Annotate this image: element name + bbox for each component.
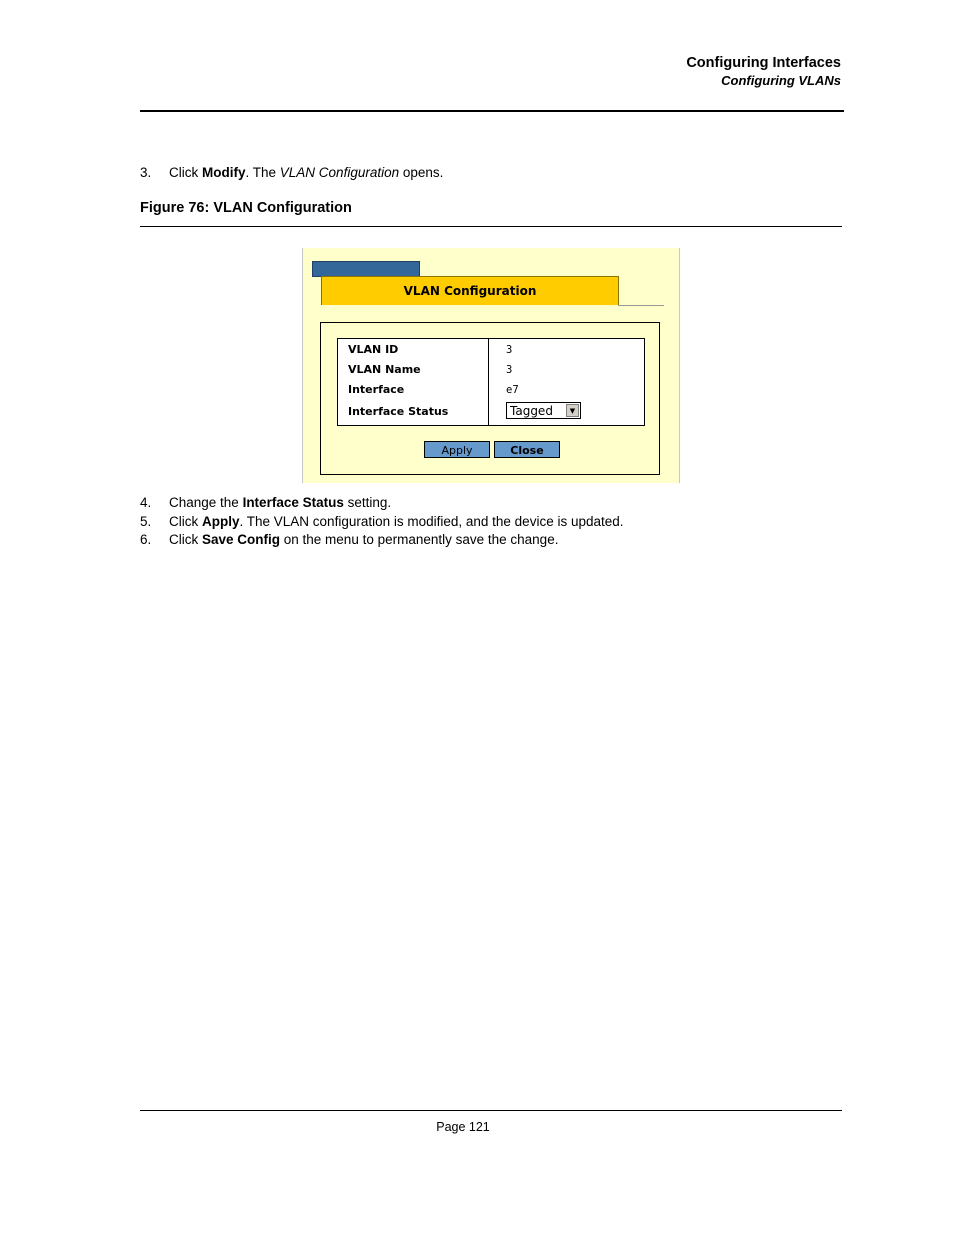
window-tab-bar — [312, 261, 420, 277]
step-text: . The VLAN configuration is modified, and the device is updated. — [239, 514, 624, 529]
step-text: . The — [245, 165, 280, 180]
step-number: 3. — [140, 165, 152, 180]
step-6 — [140, 532, 558, 547]
apply-button[interactable]: Apply — [424, 441, 490, 458]
step-bold: Apply — [202, 514, 240, 529]
step-bold: Interface Status — [242, 495, 344, 510]
interface-status-value: Tagged — [510, 404, 553, 418]
interface-status-select[interactable] — [506, 402, 581, 419]
step-text: opens. — [399, 165, 444, 180]
step-text: Change the — [169, 495, 243, 510]
header-rule — [140, 110, 844, 112]
step-text: Click — [169, 165, 202, 180]
step-4 — [140, 495, 391, 510]
interface-label: Interface — [348, 383, 405, 396]
step-text: on the menu to permanently save the change. — [280, 532, 559, 547]
vlan-id-value: 3 — [506, 344, 513, 356]
step-bold: Modify — [202, 165, 246, 180]
step-italic: VLAN Configuration — [279, 165, 400, 180]
step-text: Click — [169, 532, 202, 547]
interface-status-label: Interface Status — [348, 405, 449, 418]
vlan-id-label: VLAN ID — [348, 343, 399, 356]
interface-value: e7 — [506, 384, 519, 396]
vlan-name-value: 3 — [506, 364, 513, 376]
column-divider — [488, 339, 489, 425]
step-number: 4. — [140, 495, 152, 510]
step-bold: Save Config — [202, 532, 281, 547]
footer-rule — [140, 1110, 842, 1111]
step-number: 6. — [140, 532, 152, 547]
step-3 — [140, 165, 443, 180]
close-button[interactable]: Close — [494, 441, 560, 458]
step-5 — [140, 514, 624, 529]
fields-table — [337, 338, 645, 426]
step-text: Click — [169, 514, 202, 529]
vlan-name-label: VLAN Name — [348, 363, 421, 376]
header-title: Configuring Interfaces — [686, 55, 841, 71]
window-title: VLAN Configuration — [321, 276, 619, 305]
form-frame — [320, 322, 660, 475]
step-text: setting. — [343, 495, 392, 510]
header-subtitle: Configuring VLANs — [721, 73, 841, 88]
page-number: Page 121 — [436, 1120, 490, 1134]
figure-rule — [140, 226, 842, 227]
title-underline — [618, 305, 664, 306]
chevron-down-icon[interactable]: ▼ — [566, 404, 579, 417]
vlan-config-screenshot — [302, 248, 680, 483]
step-number: 5. — [140, 514, 152, 529]
figure-caption: Figure 76: VLAN Configuration — [140, 200, 352, 216]
